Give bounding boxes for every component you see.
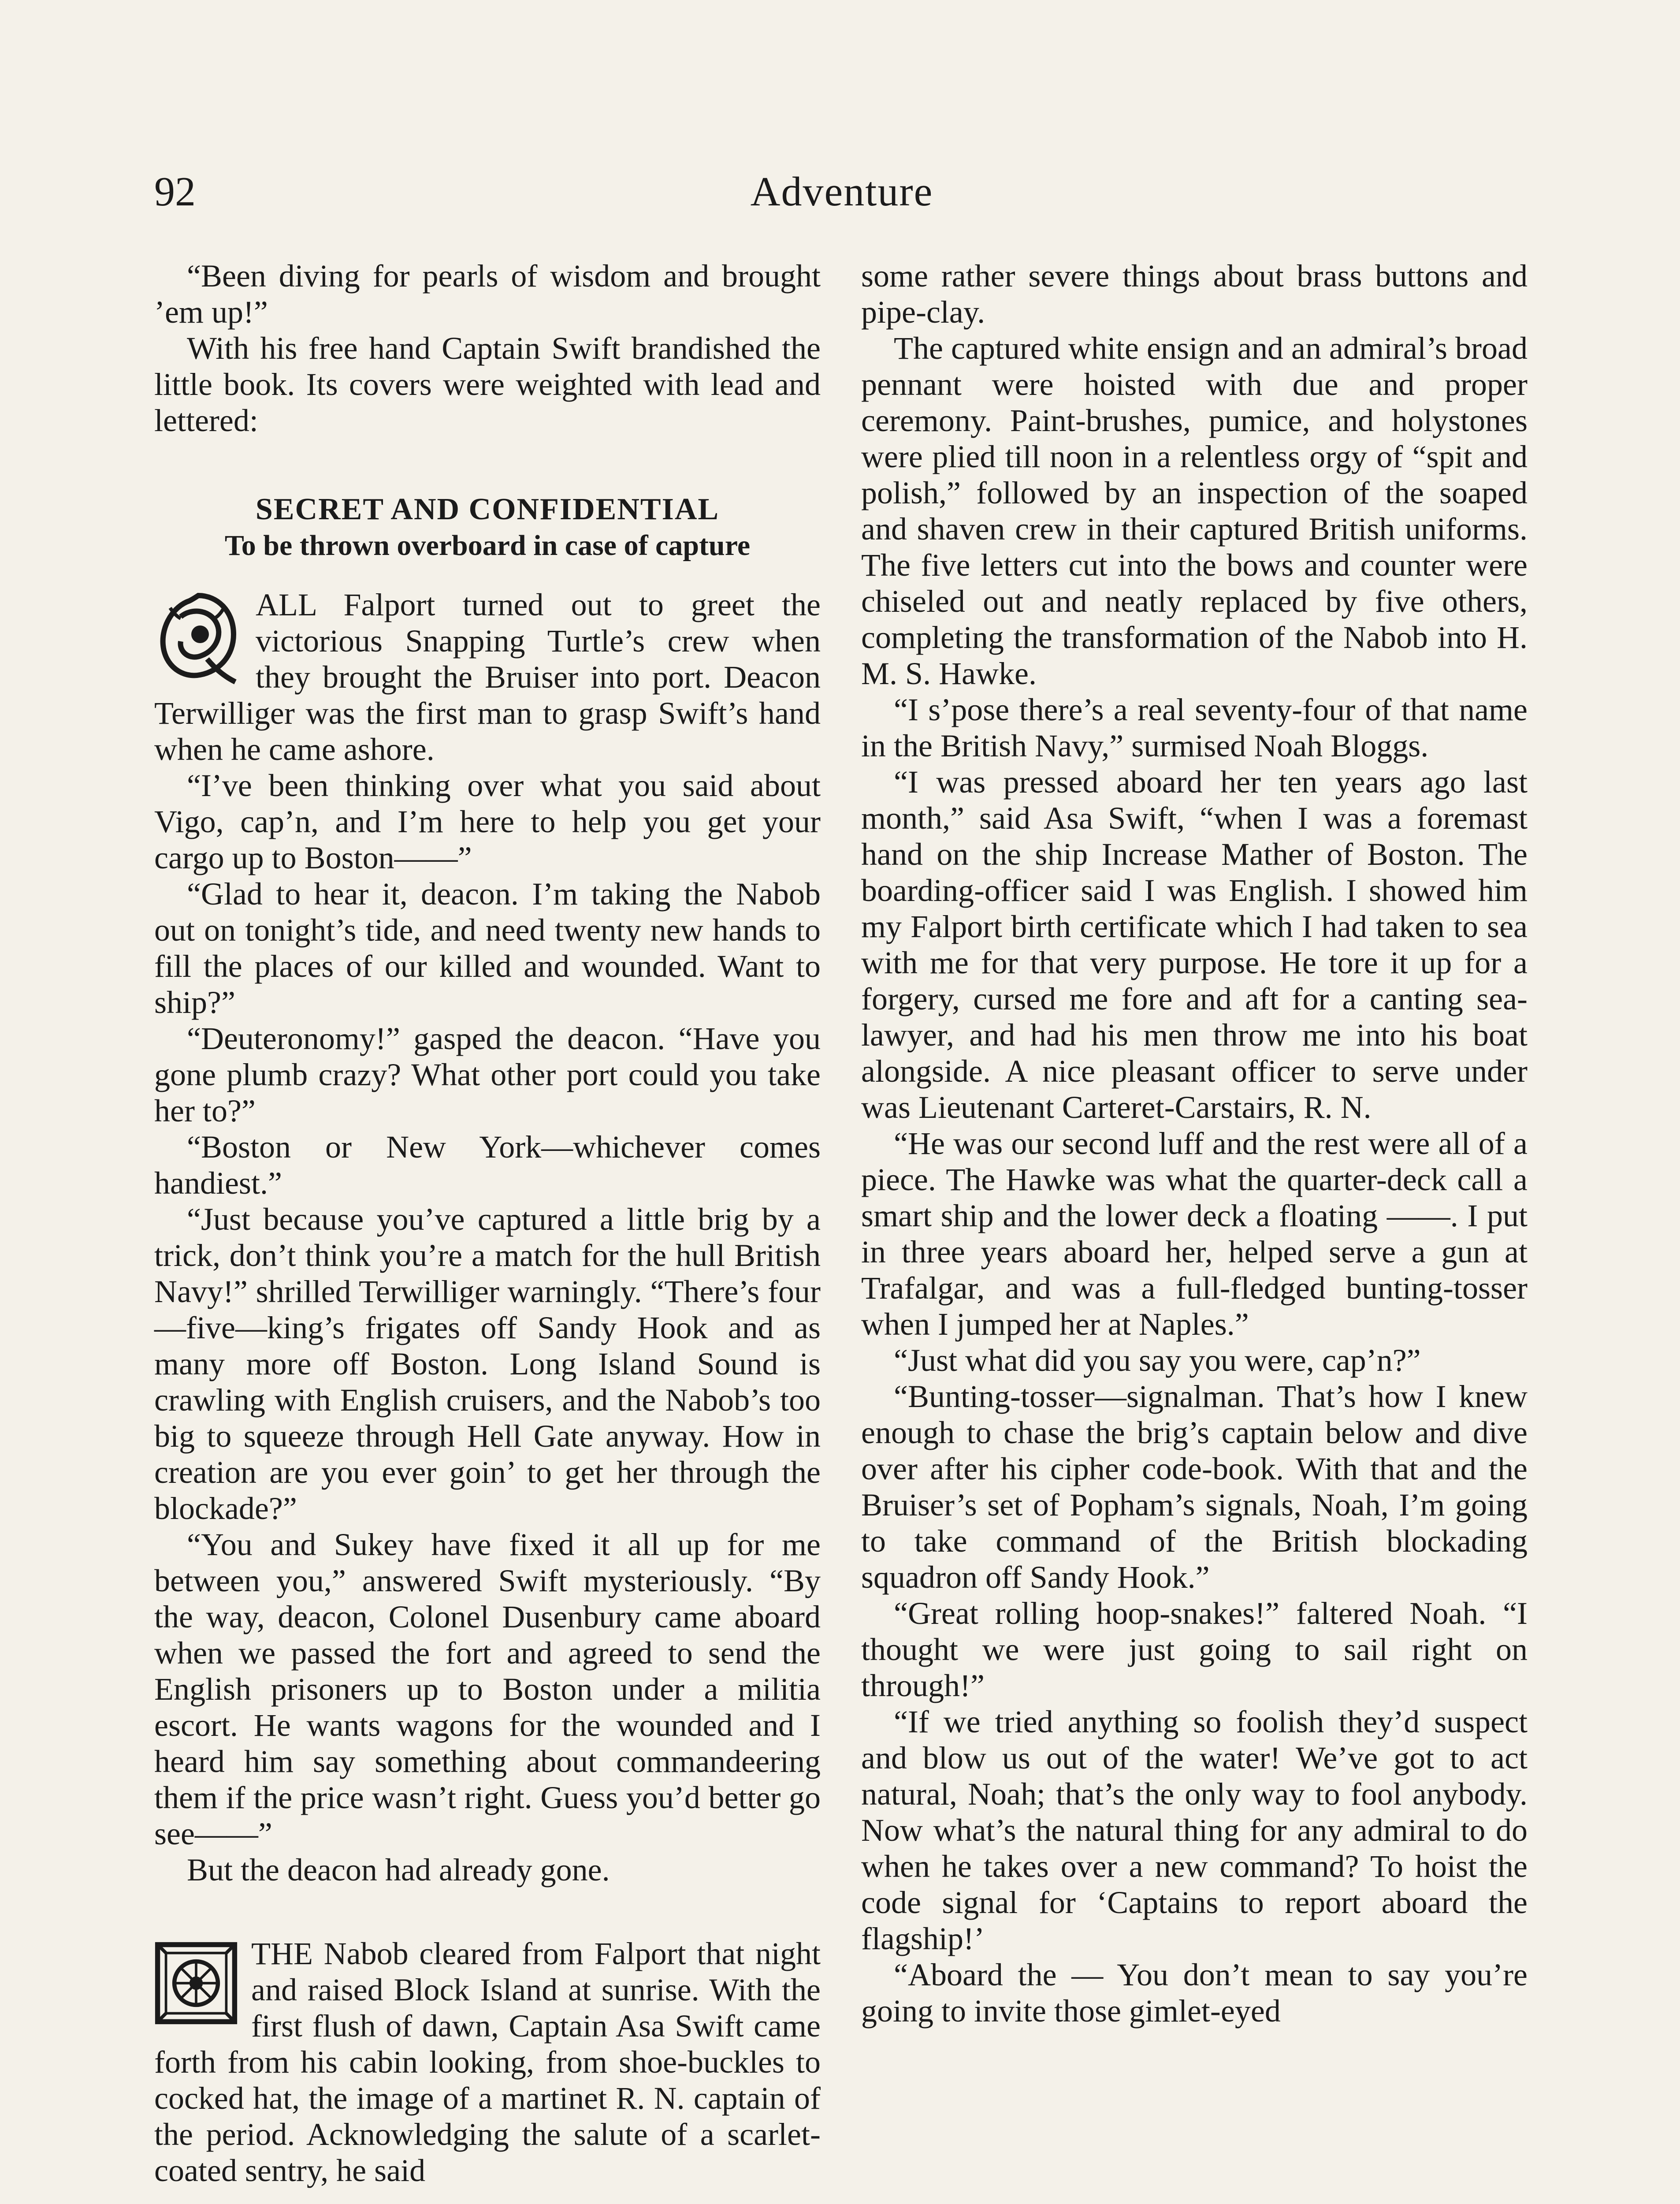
ornamental-initial-icon — [154, 590, 242, 687]
paragraph: “I was pressed aboard her ten years ago last month,” said Asa Swift, “when I was a foremast hand on the ship Increase Mather of Boston. The boarding-officer said I was English. I showed him my Falport birth certificate which I had taken to sea with me for that very purpose. He tore it up for a forgery, cursed me fore and aft for a canting sea-lawyer, and had his men throw me into his boat alongside. A nice pleasant officer to serve under was Lieutenant Carteret-Carstairs, R. N. — [861, 764, 1528, 1125]
paragraph: “Just because you’ve captured a little brig by a trick, don’t think you’re a match for the hull British Navy!” shrilled Terwilliger warningly. “There’s four—five—king’s frigates off Sandy Hook and as many more off Boston. Long Island Sound is crawling with English cruisers, and the Nabob’s too big to squeeze through Hell Gate anyway. How in creation are you ever goin’ to get her through the blockade?” — [154, 1202, 821, 1526]
paragraph: THE Nabob cleared from Falport that night and raised Block Island at sunrise. With the first flush of dawn, Captain Asa Swift came forth from his cabin looking, from shoe-buckles to cocked hat, the image of a martinet R. N. captain of the period. Acknowledging the salute of a scarlet-coated sentry, he said — [154, 1936, 821, 2188]
paragraph: ALL Falport turned out to greet the victorious Snapping Turtle’s crew when they brought the Bruiser into port. Deacon Terwilliger was the first man to grasp Swift’s hand when he came ashore. — [154, 587, 821, 767]
paragraph: “Glad to hear it, deacon. I’m taking the Nabob out on tonight’s tide, and need twenty new hands to fill the places of our killed and wounded. Want to ship?” — [154, 876, 821, 1020]
ornamental-box-initial-icon — [154, 1939, 238, 2027]
paragraph: some rather severe things about brass buttons and pipe-clay. — [861, 258, 1528, 330]
paragraph: The captured white ensign and an admiral’s broad pennant were hoisted with due and proper ceremony. Paint-brushes, pumice, and holystones were plied till noon in a relentless orgy of “spit and polish,” followed by an inspection of the soaped and shaven crew in their captured British uniforms. The five letters cut into the bows and counter were chiseled out and neatly replaced by five others, completing the transformation of the Nabob into H. M. S. Hawke. — [861, 331, 1528, 691]
section-title: SECRET AND CONFIDENTIAL — [255, 492, 720, 526]
page-header — [154, 167, 1529, 228]
paragraph: “Aboard the — You don’t mean to say you’re going to invite those gimlet-eyed — [861, 1957, 1528, 2029]
paragraph: With his free hand Captain Swift brandished the little book. Its covers were weighted with lead and lettered: — [154, 331, 821, 438]
paragraph: “Great rolling hoop-snakes!” faltered Noah. “I thought we were just going to sail right on through!” — [861, 1596, 1528, 1703]
section-break — [154, 1888, 821, 1936]
paragraph: “Been diving for pearls of wisdom and brought ’em up!” — [154, 258, 821, 330]
paragraph: “Boston or New York—whichever comes handiest.” — [154, 1129, 821, 1201]
running-title: Adventure — [750, 169, 933, 215]
section-subtitle: To be thrown overboard in case of capture — [224, 529, 751, 562]
paragraph: “Deuteronomy!” gasped the deacon. “Have you gone plumb crazy? What other port could you take her to?” — [154, 1021, 821, 1128]
paragraph: “I’ve been thinking over what you said about Vigo, cap’n, and I’m here to help you get your cargo up to Boston——” — [154, 768, 821, 875]
page-number: 92 — [154, 169, 196, 215]
paragraph: “Just what did you say you were, cap’n?” — [894, 1343, 1421, 1378]
paragraph: But the deacon had already gone. — [187, 1852, 610, 1888]
right-column — [861, 258, 1528, 2029]
paragraph: “I s’pose there’s a real seventy-four of that name in the British Navy,” surmised Noah Bloggs. — [861, 692, 1528, 763]
paragraph: “He was our second luff and the rest were all of a piece. The Hawke was what the quarter-deck call a smart ship and the lower deck a floating ——. I put in three years aboard her, helped serve a gun at Trafalgar, and was a full-fledged bunting-tosser when I jumped her at Naples.” — [861, 1126, 1528, 1342]
paragraph: “You and Sukey have fixed it all up for me between you,” answered Swift mysteriously. “By the way, deacon, Colonel Dusenbury came aboard when we passed the fort and agreed to send the English prisoners up to Boston under a militia escort. He wants wagons for the wounded and I heard him say something about commandeering them if the price wasn’t right. Guess you’d better go see——” — [154, 1527, 821, 1851]
left-column — [154, 258, 821, 2189]
paragraph: “Bunting-tosser—signalman. That’s how I knew enough to chase the brig’s captain below and dive over after his cipher code-book. With that and the Bruiser’s set of Popham’s signals, Noah, I’m going to take command of the British blockading squadron off Sandy Hook.” — [861, 1379, 1528, 1595]
paragraph: “If we tried anything so foolish they’d suspect and blow us out of the water! We’ve got to act natural, Noah; that’s the only way to fool anybody. Now what’s the natural thing for any admiral to do when he takes over a new command? To hoist the code signal for ‘Captains to report aboard the flagship!’ — [861, 1704, 1528, 1956]
